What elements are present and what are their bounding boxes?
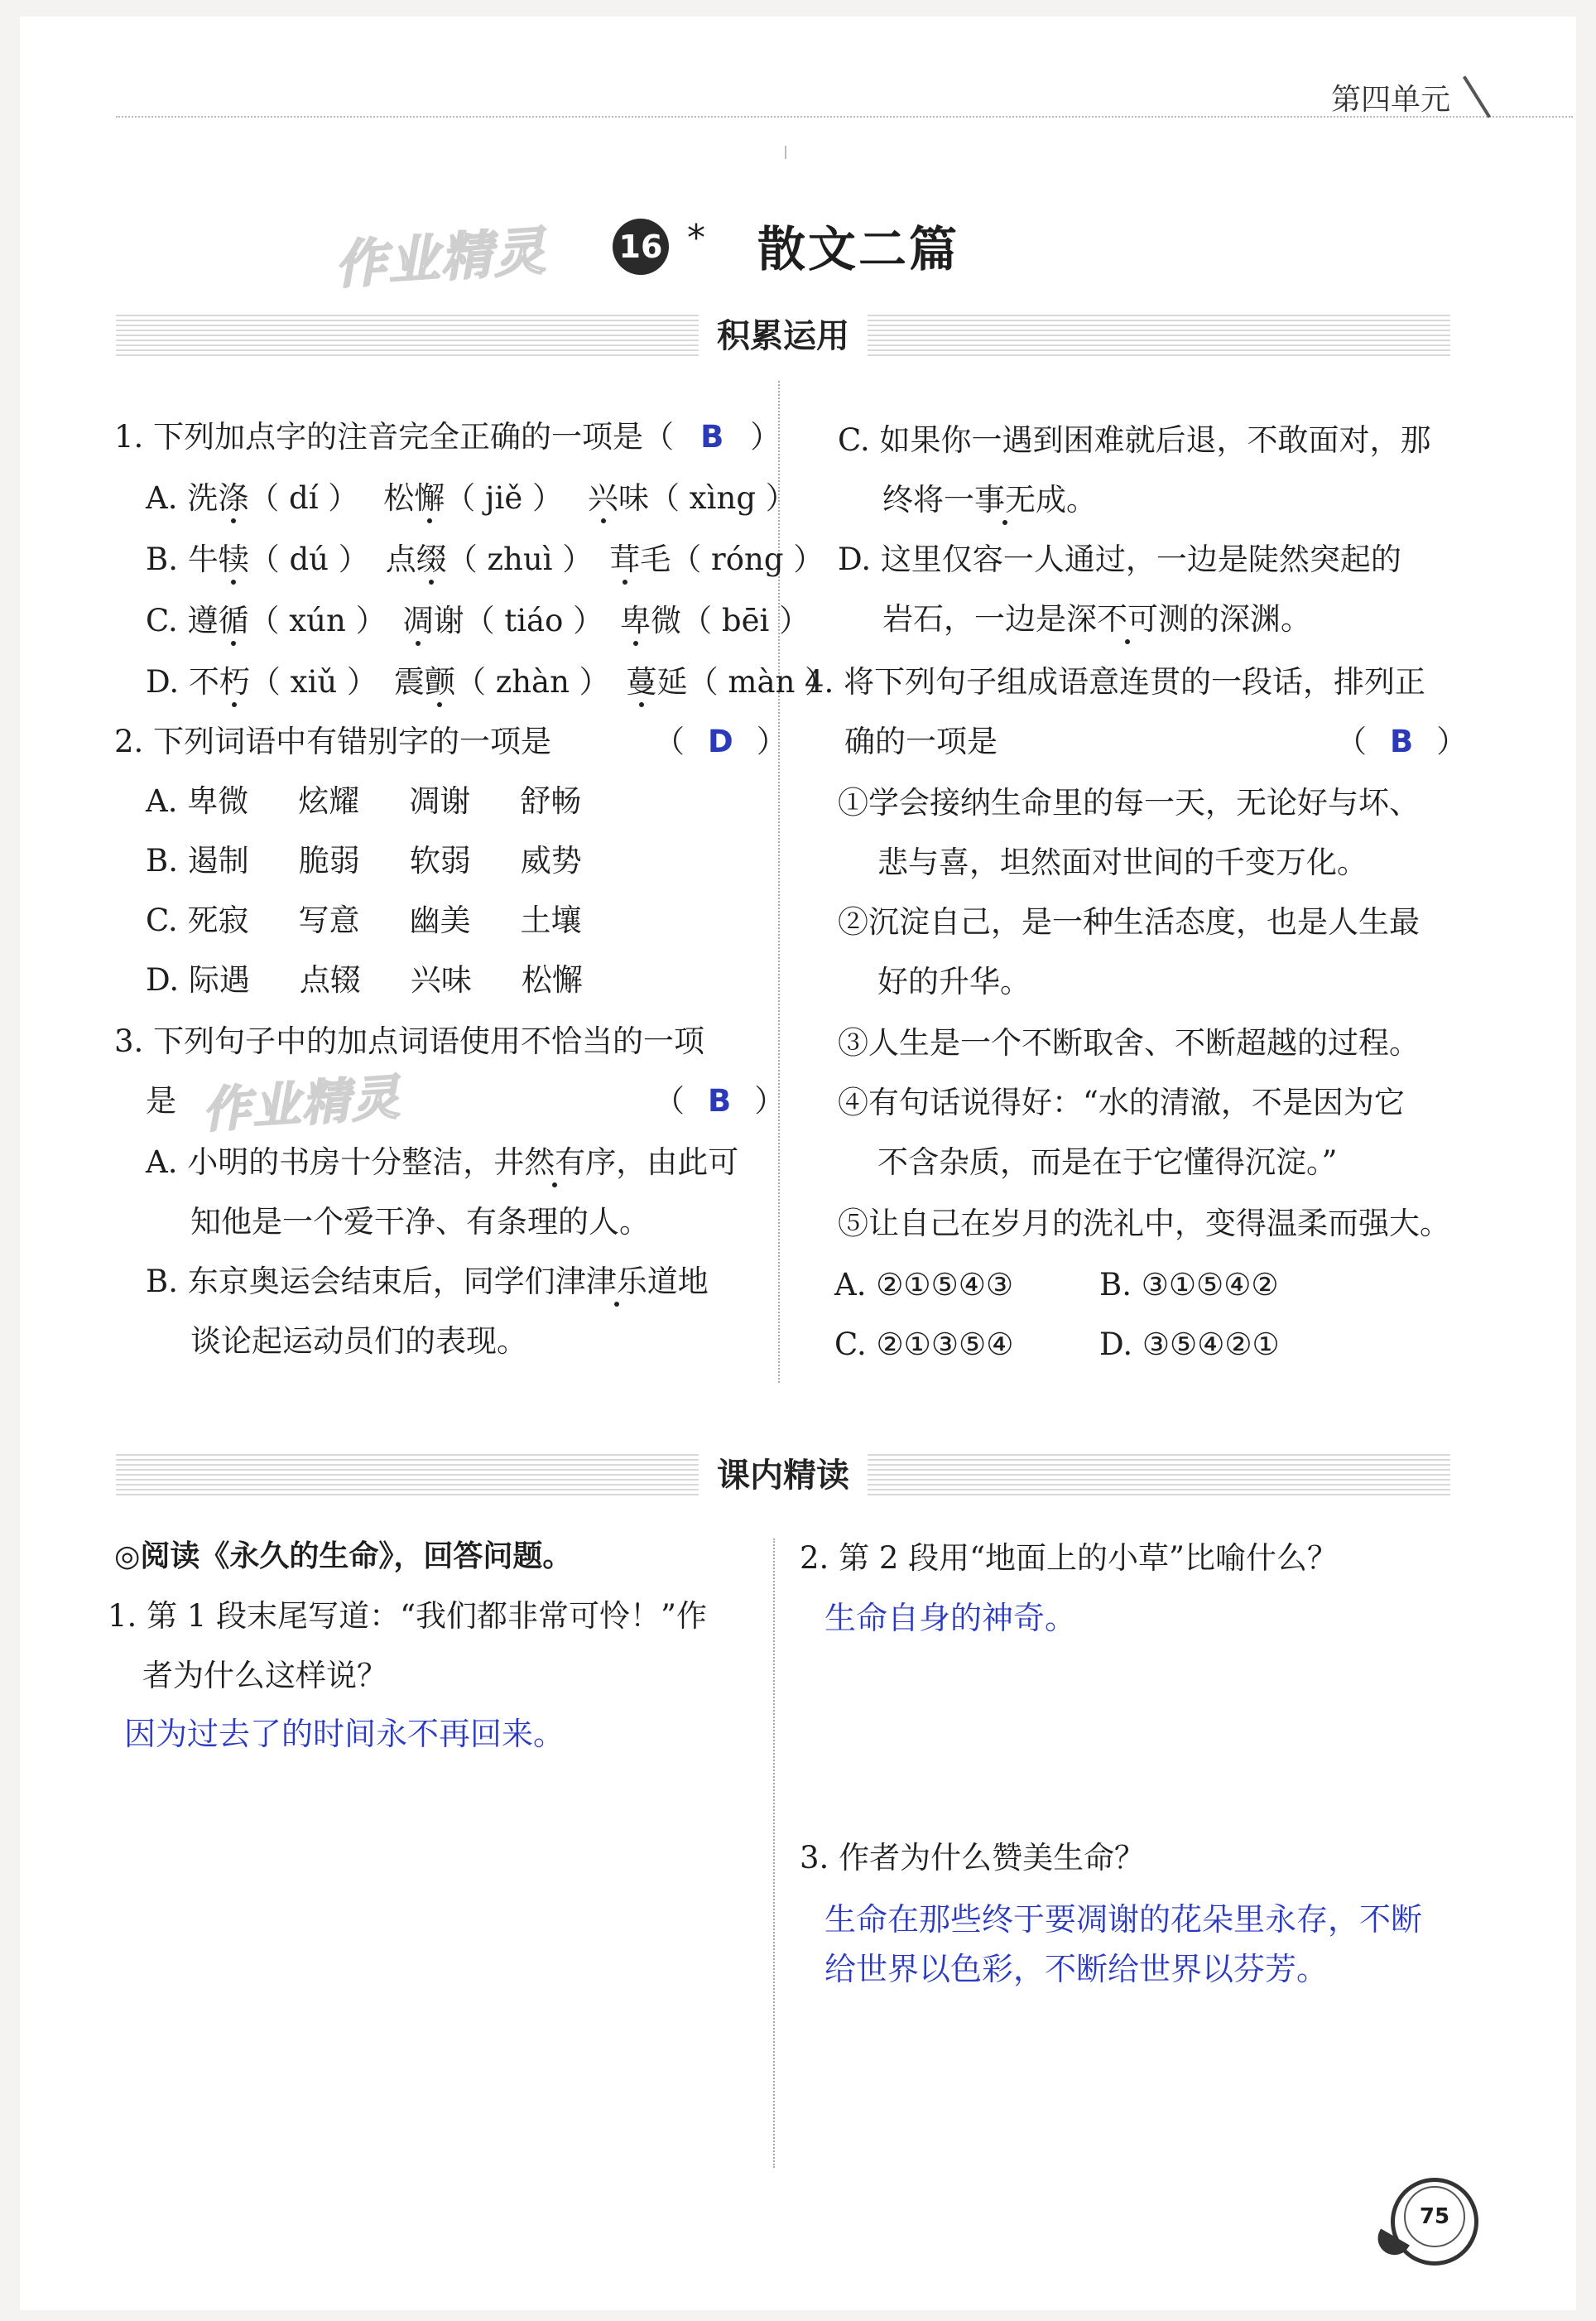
section-title: 课内精读: [699, 1454, 868, 1497]
q2-stem: 2. 下列词语中有错别字的一项是: [114, 724, 552, 759]
q1-stem: 1. 下列加点字的注音完全正确的一项是（ B ）: [114, 419, 781, 455]
q3-option-d-line1: D. 这里仅容一人通过，一边是陡然突起的: [838, 542, 1401, 577]
q4-sentence-3: ③人生是一个不断取舍、不断超越的过程。: [838, 1025, 1420, 1061]
lesson-number-badge: 16: [613, 219, 669, 275]
unit-label: 第四单元: [1331, 83, 1451, 117]
q4-sentence-4b: 不含杂质，而是在于它懂得沉淀。”: [877, 1144, 1338, 1180]
q3-option-a-line2: 知他是一个爱干净、有条理的人。: [190, 1204, 650, 1240]
q3-option-d-line2: 岩石，一边是深不可测的深渊。: [882, 600, 1311, 639]
section-title: 积累运用: [699, 315, 868, 358]
reading-q1-line1: 1. 第 1 段末尾写道：“我们都非常可怜！”作: [108, 1598, 707, 1634]
reading-intro: ◎阅读《永久的生命》，回答问题。: [114, 1539, 573, 1573]
column-divider: [773, 1539, 776, 2168]
q1-answer: B: [700, 419, 724, 455]
page-number: 75: [1404, 2186, 1465, 2247]
reading-q1-line2: 者为什么这样说？: [142, 1658, 387, 1693]
watermark-logo: 作业精灵: [200, 1068, 403, 1139]
q3-option-c-line1: C. 如果你一遇到困难就后退，不敢面对，那: [838, 422, 1431, 458]
q4-option-a: A. ②①⑤④③: [834, 1267, 1014, 1303]
q4-option-b: B. ③①⑤④②: [1099, 1267, 1279, 1303]
center-tick: [785, 146, 786, 159]
reading-q2-answer: 生命自身的神奇。: [824, 1600, 1077, 1636]
q2-option-b: B. 遏制 脆弱 软弱 威势: [146, 843, 582, 879]
q4-sentence-4a: ④有句话说得好：“水的清澈，不是因为它: [838, 1085, 1405, 1120]
watermark-logo: 作业精灵: [333, 220, 549, 296]
lesson-title: 散文二篇: [757, 221, 960, 277]
q3-stem-line1: 3. 下列句子中的加点词语使用不恰当的一项: [114, 1023, 705, 1059]
q4-sentence-1b: 悲与喜，坦然面对世间的千变万化。: [877, 845, 1368, 880]
lesson-star: *: [687, 217, 705, 259]
reading-q3: 3. 作者为什么赞美生命？: [800, 1840, 1146, 1876]
q1-option-a: A. 洗涤（ dí ） 松懈（ jiě ） 兴味（ xìng ）: [146, 479, 796, 518]
q3-option-c-line2: 终将一事无成。: [882, 480, 1097, 520]
q4-sentence-5: ⑤让自己在岁月的洗礼中，变得温柔而强大。: [838, 1206, 1450, 1241]
q4-option-c: C. ②①③⑤④: [834, 1327, 1014, 1362]
q4-answer-bracket: （ B ）: [1336, 724, 1468, 759]
q1-option-b: B. 牛犊（ dú ） 点缀（ zhuì ） 茸毛（ róng ）: [146, 540, 824, 580]
q2-option-c: C. 死寂 写意 幽美 土壤: [146, 903, 582, 938]
reading-q1-answer: 因为过去了的时间永不再回来。: [124, 1716, 565, 1752]
reading-q3-answer-line2: 给世界以色彩，不断给世界以芬芳。: [824, 1951, 1329, 1987]
q2-option-d: D. 际遇 点辍 兴味 松懈: [146, 962, 583, 998]
q4-sentence-1a: ①学会接纳生命里的每一天，无论好与坏、: [838, 785, 1420, 821]
q4-stem-line2: 确的一项是: [844, 724, 997, 759]
q3-answer: B: [708, 1083, 732, 1119]
section-bar-accumulation: [116, 315, 1450, 358]
q3-answer-bracket: （ B ）: [654, 1083, 786, 1119]
q4-sentence-2a: ②沉淀自己，是一种生活态度，也是人生最: [838, 904, 1420, 940]
q3-stem-line2: 是: [146, 1083, 176, 1119]
q1-option-d: D. 不朽（ xiǔ ） 震颤（ zhàn ） 蔓延（ màn ）: [146, 662, 835, 702]
reading-q3-answer-line1: 生命在那些终于要凋谢的花朵里永存，不断: [824, 1901, 1423, 1938]
q4-answer: B: [1390, 724, 1414, 759]
q3-option-b-line2: 谈论起运动员们的表现。: [190, 1323, 527, 1359]
q2-answer: D: [708, 724, 733, 759]
q3-option-a-line1: A. 小明的书房十分整洁，井然有序，由此可: [146, 1143, 738, 1182]
q4-sentence-2b: 好的升华。: [877, 964, 1031, 999]
q3-option-b-line1: B. 东京奥运会结束后，同学们津津乐道地: [146, 1262, 709, 1302]
reading-q2: 2. 第 2 段用“地面上的小草”比喻什么？: [800, 1540, 1338, 1576]
section-bar-close-reading: [116, 1454, 1450, 1497]
q2-answer-bracket: （ D ）: [654, 724, 787, 759]
q2-option-a: A. 卑微 炫耀 凋谢 舒畅: [146, 783, 582, 819]
q4-stem-line1: 4. 将下列句子组成语意连贯的一段话，排列正: [805, 664, 1426, 700]
q1-option-c: C. 遵循（ xún ） 凋谢（ tiáo ） 卑微（ bēi ）: [146, 601, 810, 641]
q4-option-d: D. ③⑤④②①: [1099, 1327, 1280, 1362]
column-divider: [778, 381, 781, 1383]
